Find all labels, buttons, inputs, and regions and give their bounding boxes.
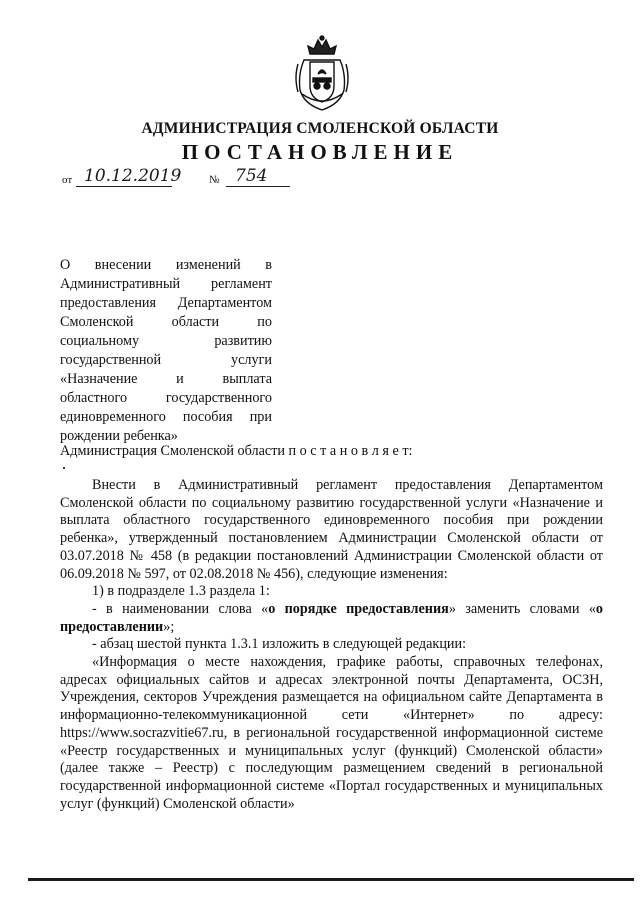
body-paragraph-1: Внести в Административный регламент предоставления Департаментом Смоленской области по социальному развитию государственной услуги «Назначение и выплата областного государственного единовременного пособия при рождении ребенка», утвержденный постановлением Администрации Смоленской области от 03.07.2018 № 458 (в редакции постановлений Администрации Смоленской области от 06.09.2018 № 597, от 02.08.2018 № 456), следующие изменения:	[60, 477, 603, 582]
organization-name: АДМИНИСТРАЦИЯ СМОЛЕНСКОЙ ОБЛАСТИ	[141, 120, 499, 137]
handwritten-date: 10.12.2019	[84, 166, 182, 186]
handwritten-number: 754	[235, 166, 268, 186]
body-paragraph-3	[60, 601, 603, 636]
coat-of-arms-emblem	[292, 34, 352, 112]
body-paragraph-2: 1) в подразделе 1.3 раздела 1:	[92, 583, 270, 600]
body-paragraph-4: - абзац шестой пункта 1.3.1 изложить в следующей редакции:	[92, 636, 467, 653]
p3-text-end: »;	[163, 618, 175, 635]
bottom-rule	[28, 878, 634, 881]
p3-text-mid: » заменить словами «	[448, 600, 596, 617]
preamble: Администрация Смоленской области п о с т а н о в л я е т:	[60, 443, 413, 459]
p3-bold-phrase-1: о порядке предоставления	[268, 600, 449, 617]
document-body	[60, 477, 603, 813]
body-paragraph-5: «Информация о месте нахождения, графике работы, справочных телефонах, адресах официальных сайтов и адресах электронной почты Департамента, ОСЗН, Учреждения, секторов Учреждения размещается на официальном сайте Департамента в информационно-телекоммуникационной сети «Интернет» по адресу: https://www.socrazvitie67.ru, в региональной государственной информационной системе «Реестр государственных и муниципальных услуг (функций) Смоленской области» (далее также – Реестр) с последующим размещением сведений в региональной государственной информационной системе «Портал государственных и муниципальных услуг (функций) Смоленской области»	[60, 654, 603, 812]
date-underline	[76, 186, 172, 187]
document-type-title: ПОСТАНОВЛЕНИЕ	[181, 140, 459, 164]
registration-line	[62, 166, 322, 188]
number-prefix: №	[209, 174, 220, 186]
margin-dot	[63, 467, 65, 469]
number-underline	[226, 186, 290, 187]
p3-text-start: - в наименовании слова «	[92, 600, 269, 617]
p3-bold-phrase-2: о предоставлении	[60, 600, 604, 635]
document-subject: О внесении изменений в Административный регламент предоставления Департаментом Смоленской области по социальному развитию государственной услуги «Назначение и выплата областного государственного единовременного пособия при рождении ребенка»	[60, 257, 272, 444]
date-prefix: от	[62, 174, 73, 186]
